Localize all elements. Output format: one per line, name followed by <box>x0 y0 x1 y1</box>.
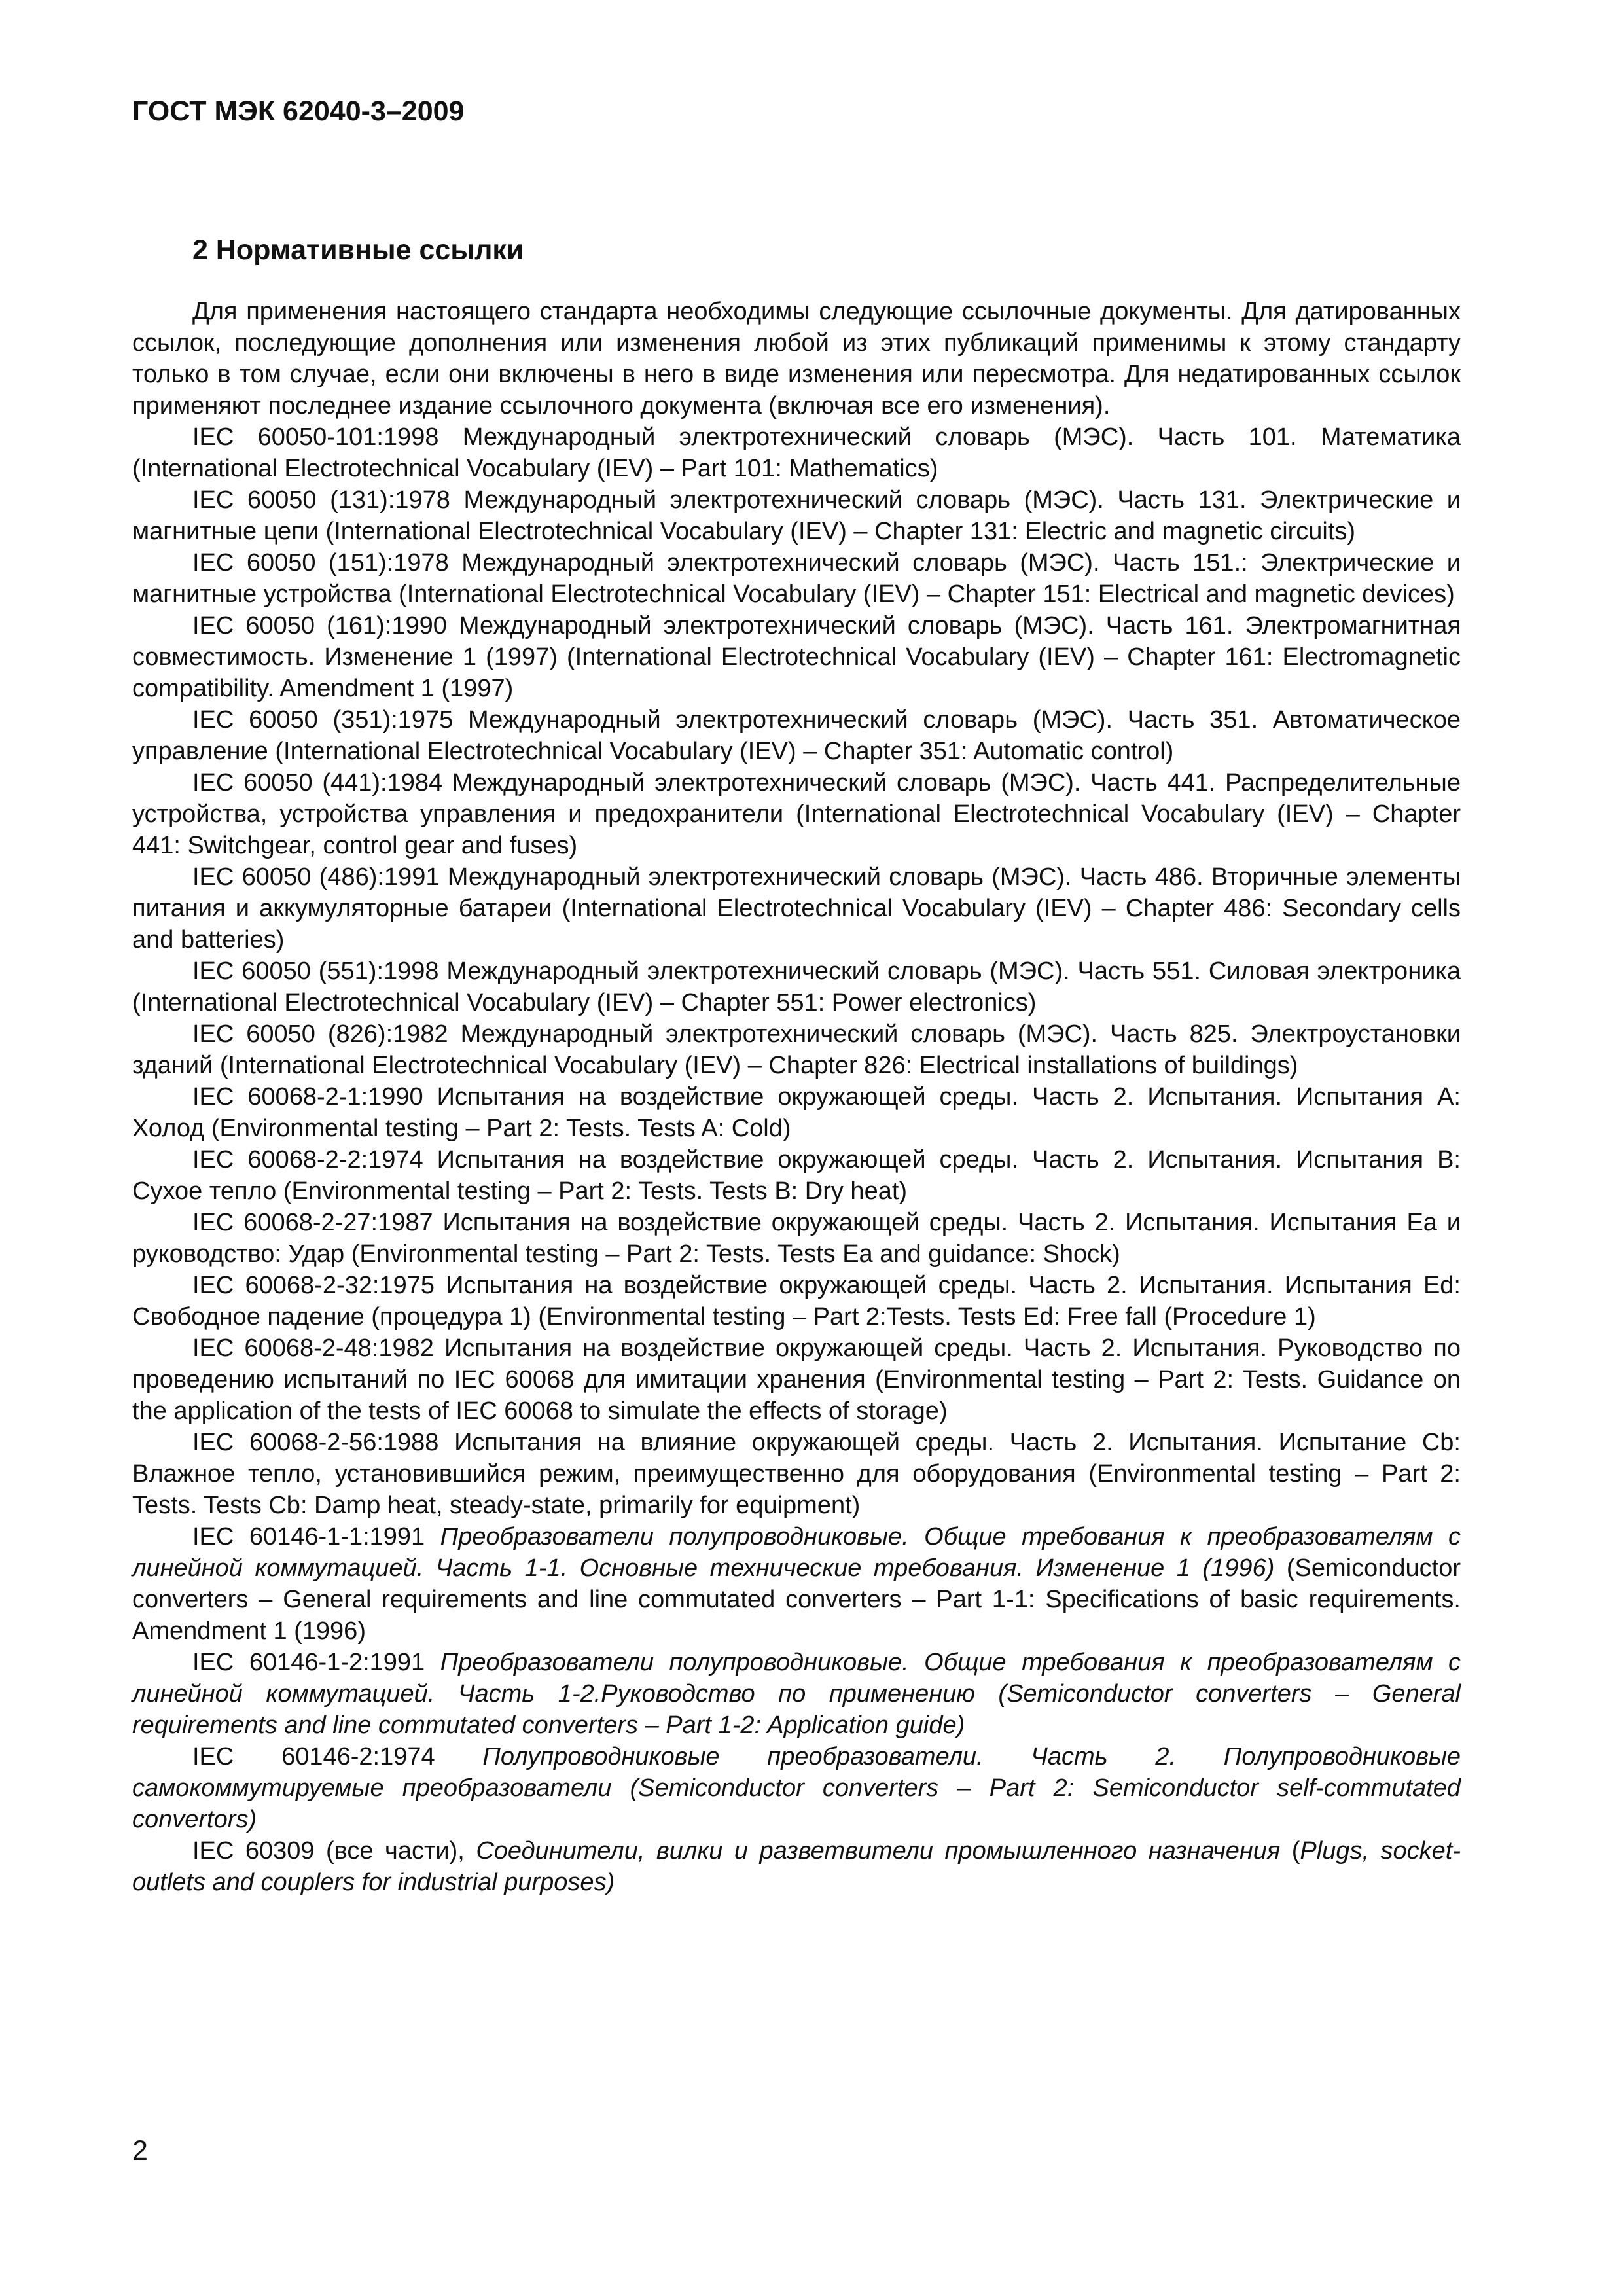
section-title: 2 Нормативные ссылки <box>192 234 524 266</box>
reference-item <box>132 610 1461 704</box>
reference-text-suffix: ( <box>1280 1837 1300 1865</box>
page-number: 2 <box>132 2135 148 2166</box>
reference-item <box>132 547 1461 610</box>
reference-text: IEC 60068-2-27:1987 Испытания на воздействие окружающей среды. Часть 2. Испытания. Испытания Еа и руководство: Удар (Environmental testing – Part 2: Tests. Tests Ea and guidance: Shock) <box>132 1209 1461 1268</box>
reference-item <box>132 1270 1461 1333</box>
reference-item <box>132 1207 1461 1270</box>
reference-item <box>132 861 1461 956</box>
reference-item <box>132 1081 1461 1144</box>
reference-text: IEC 60068-2-32:1975 Испытания на воздействие окружающей среды. Часть 2. Испытания. Испытания Ed: Свободное падение (процедура 1) (Environmental testing – Part 2:Tests. Tests Ed: Free fall (Procedure 1) <box>132 1272 1461 1331</box>
reference-item <box>132 1741 1461 1835</box>
reference-text: IEC 60068-2-1:1990 Испытания на воздействие окружающей среды. Часть 2. Испытания. Испытания А: Холод (Environmental testing – Part 2: Tests. Tests A: Cold) <box>132 1083 1461 1142</box>
intro-paragraph: Для применения настоящего стандарта необходимы следующие ссылочные документы. Для датированных ссылок, последующие дополнения или изменения любой из этих публикаций применимы к этому стандарту только в том случае, если они включены в него в виде изменения или пересмотра. Для недатированных ссылок применяют последнее издание ссылочного документа (включая все его изменения). <box>132 298 1461 420</box>
reference-item <box>132 1835 1461 1898</box>
reference-text: IEC 60309 (все части), <box>192 1837 476 1865</box>
reference-text: IEC 60050 (441):1984 Международный электротехнический словарь (МЭС). Часть 441. Распределительные устройства, устройства управления и предохранители (International Electrotechnical Vocabulary (IEV) – Chapter 441: Switchgear, control gear and fuses) <box>132 769 1461 859</box>
reference-text: IEC 60146-1-2:1991 <box>192 1649 440 1676</box>
reference-item <box>132 1018 1461 1081</box>
reference-text: IEC 60050 (551):1998 Международный электротехнический словарь (МЭС). Часть 551. Силовая электроника (International Electrotechnical Vocabulary (IEV) – Chapter 551: Power electronics) <box>132 958 1461 1016</box>
reference-text: IEC 60146-1-1:1991 <box>192 1523 440 1551</box>
reference-text: IEC 60068-2-48:1982 Испытания на воздействие окружающей среды. Часть 2. Испытания. Руководство по проведению испытаний по IEC 60068 для имитации хранения (Environmental testing – Part 2: Tests. Guidance on the application of the tests of IEC 60068 to simulate the effects of storage) <box>132 1335 1461 1425</box>
reference-text: IEC 60068-2-2:1974 Испытания на воздействие окружающей среды. Часть 2. Испытания. Испытания В: Сухое тепло (Environmental testing – Part 2: Tests. Tests B: Dry heat) <box>132 1146 1461 1205</box>
reference-item <box>132 1521 1461 1647</box>
reference-text: IEC 60050 (351):1975 Международный электротехнический словарь (МЭС). Часть 351. Автоматическое управление (International Electrotechnical Vocabulary (IEV) – Chapter 351: Automatic control) <box>132 706 1461 765</box>
reference-item <box>132 767 1461 861</box>
reference-item <box>132 422 1461 484</box>
reference-text-suffix: (Semiconductor converters – General requirements and line commutated converters – Part 1-1: Specifications of basic requirements. Amendment 1 (1996) <box>132 1554 1461 1645</box>
document-header: ГОСТ МЭК 62040-3–2009 <box>132 96 465 127</box>
reference-text: IEC 60050-101:1998 Международный электротехнический словарь (МЭС). Часть 101. Математика (International Electrotechnical Vocabulary (IEV) – Part 101: Mathematics) <box>132 423 1461 482</box>
reference-title-italic: Полупроводниковые преобразователи. Часть 2. Полупроводниковые самокоммутируемые преобразователи (Semiconductor converters – Part 2: Semiconductor self-commutated convertors) <box>132 1743 1461 1833</box>
reference-item <box>132 1427 1461 1521</box>
reference-item <box>132 1647 1461 1741</box>
reference-title-italic: Соединители, вилки и разветвители промышленного назначения <box>476 1837 1281 1865</box>
reference-text: IEC 60050 (151):1978 Международный электротехнический словарь (МЭС). Часть 151.: Электрические и магнитные устройства (International Electrotechnical Vocabulary (IEV) – Chapter 151: Electrical and magnetic devices) <box>132 549 1461 608</box>
reference-item <box>132 704 1461 767</box>
reference-text: IEC 60050 (161):1990 Международный электротехнический словарь (МЭС). Часть 161. Электромагнитная совместимость. Изменение 1 (1997) (International Electrotechnical Vocabulary (IEV) – Chapter 161: Electromagnetic compatibility. Amendment 1 (1997) <box>132 612 1461 702</box>
reference-text: IEC 60050 (131):1978 Международный электротехнический словарь (МЭС). Часть 131. Электрические и магнитные цепи (International Electrotechnical Vocabulary (IEV) – Chapter 131: Electric and magnetic circuits) <box>132 486 1461 545</box>
reference-title-italic: Преобразователи полупроводниковые. Общие требования к преобразователям с линейной коммутацией. Часть 1-1. Основные технические требования. Изменение 1 (1996) <box>132 1523 1461 1582</box>
reference-item <box>132 1333 1461 1427</box>
reference-text: IEC 60068-2-56:1988 Испытания на влияние окружающей среды. Часть 2. Испытания. Испытание Cb: Влажное тепло, установившийся режим, преимущественно для оборудования (Environmental testing – Part 2: Tests. Tests Cb: Damp heat, steady-state, primarily for equipment) <box>132 1429 1461 1519</box>
section-body <box>132 296 1461 1898</box>
reference-item <box>132 956 1461 1018</box>
reference-text: IEC 60146-2:1974 <box>192 1743 483 1770</box>
reference-text: IEC 60050 (826):1982 Международный электротехнический словарь (МЭС). Часть 825. Электроустановки зданий (International Electrotechnical Vocabulary (IEV) – Chapter 826: Electrical installations of buildings) <box>132 1020 1461 1079</box>
reference-title-italic: Преобразователи полупроводниковые. Общие требования к преобразователям с линейной коммутацией. Часть 1-2.Руководство по применению (Semiconductor converters – General requirements and line commutated converters – Part 1-2: Application guide) <box>132 1649 1461 1739</box>
reference-item <box>132 484 1461 547</box>
reference-text: IEC 60050 (486):1991 Международный электротехнический словарь (МЭС). Часть 486. Вторичные элементы питания и аккумуляторные батареи (International Electrotechnical Vocabulary (IEV) – Chapter 486: Secondary cells and batteries) <box>132 863 1461 954</box>
reference-title-italic-english: Plugs, socket-outlets and couplers for industrial purposes) <box>132 1837 1461 1896</box>
reference-item <box>132 1144 1461 1207</box>
